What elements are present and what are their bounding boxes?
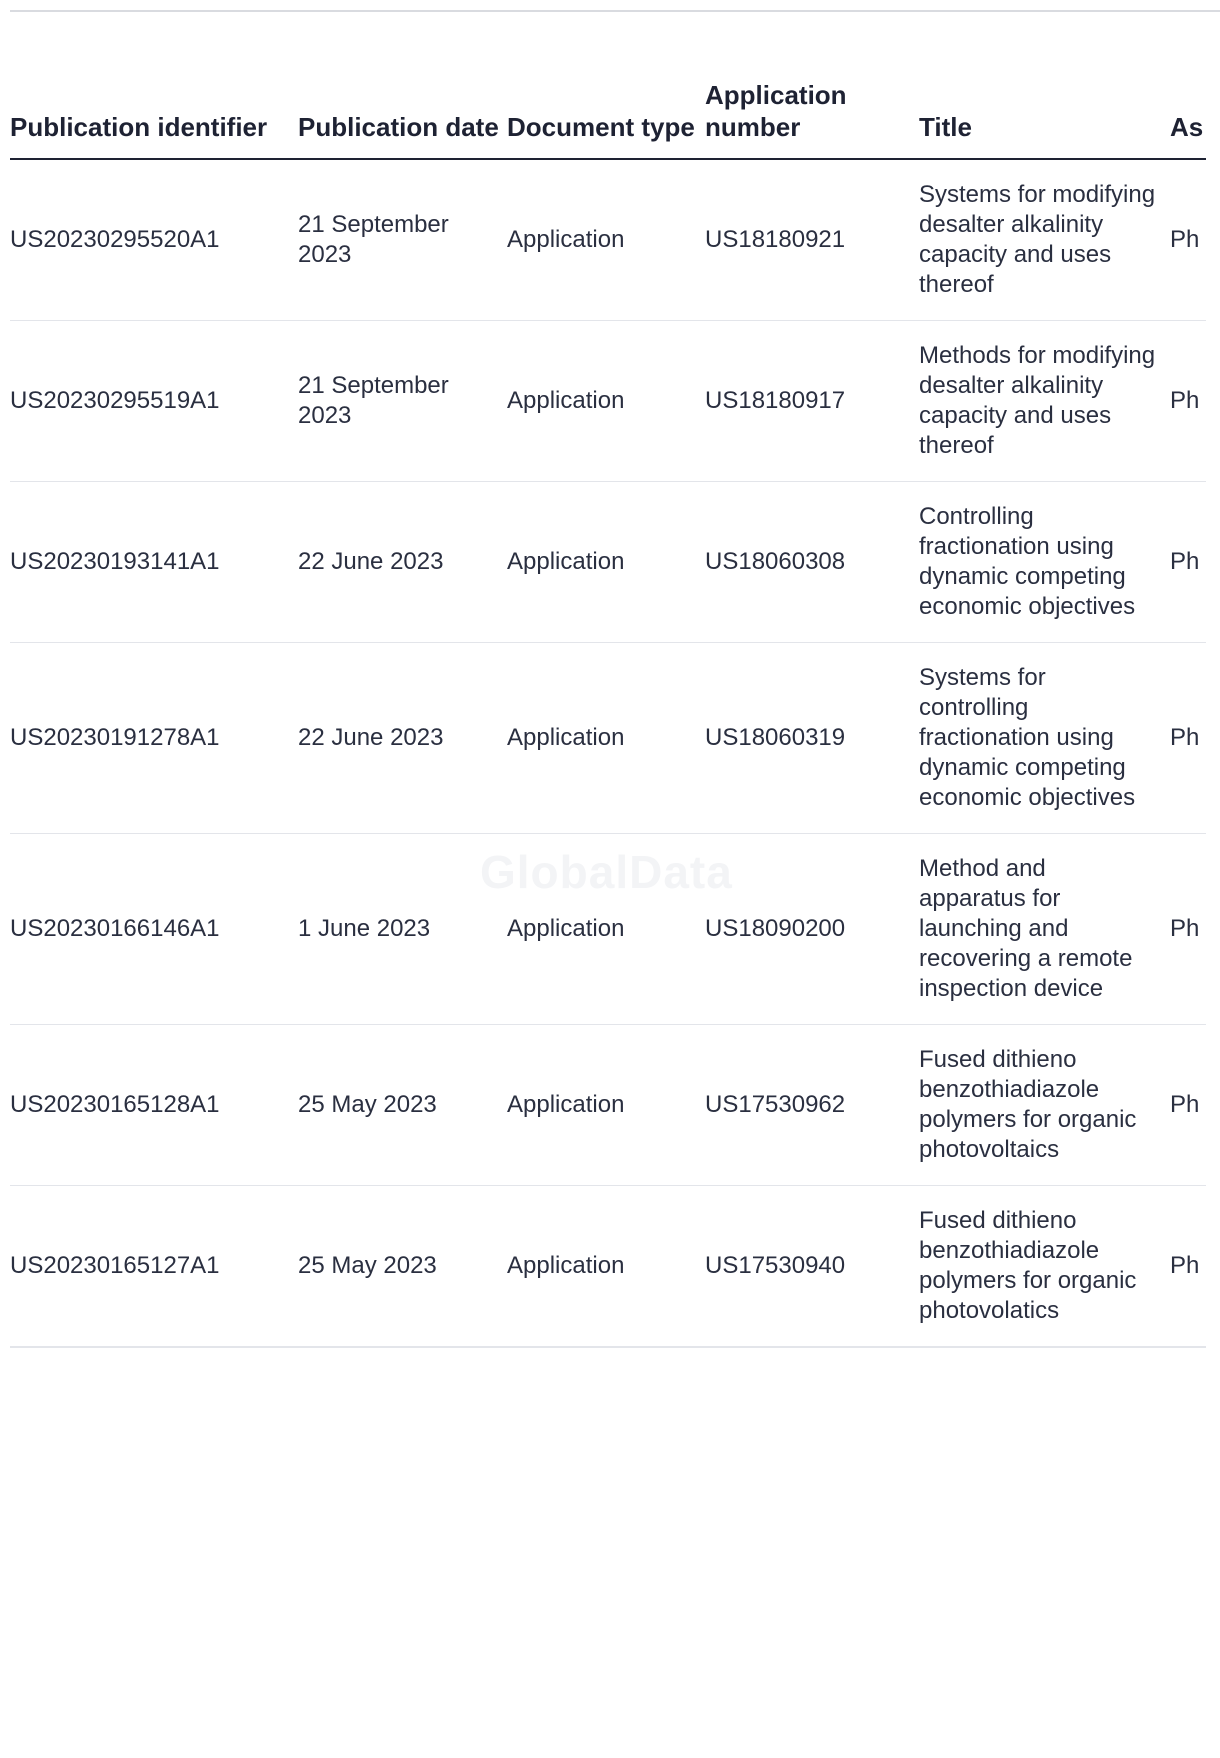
application-number-cell: US18060308 xyxy=(705,482,919,643)
header-assignee: As xyxy=(1170,65,1206,159)
header-document-type: Document type xyxy=(507,65,705,159)
header-publication-identifier: Publication identifier xyxy=(10,65,298,159)
publication-identifier-cell: US20230165127A1 xyxy=(10,1186,298,1348)
table-header xyxy=(10,65,1206,159)
table-body xyxy=(10,159,1206,1347)
publication-identifier-cell: US20230166146A1 xyxy=(10,834,298,1025)
publication-identifier-cell: US20230295519A1 xyxy=(10,321,298,482)
publication-identifier-cell: US20230295520A1 xyxy=(10,159,298,321)
table-row xyxy=(10,159,1206,321)
header-row xyxy=(10,65,1206,159)
publication-date-cell: 25 May 2023 xyxy=(298,1186,507,1348)
publication-date-cell: 21 September 2023 xyxy=(298,159,507,321)
assignee-cell: Ph xyxy=(1170,643,1206,834)
document-type-cell: Application xyxy=(507,482,705,643)
title-cell: Controlling fractionation using dynamic competing economic objectives xyxy=(919,482,1170,643)
document-type-cell: Application xyxy=(507,643,705,834)
publication-date-cell: 22 June 2023 xyxy=(298,643,507,834)
publication-date-cell: 22 June 2023 xyxy=(298,482,507,643)
publication-date-cell: 1 June 2023 xyxy=(298,834,507,1025)
application-number-cell: US18060319 xyxy=(705,643,919,834)
title-cell: Fused dithieno benzothiadiazole polymers for organic photovoltaics xyxy=(919,1025,1170,1186)
publication-identifier-cell: US20230165128A1 xyxy=(10,1025,298,1186)
document-type-cell: Application xyxy=(507,1025,705,1186)
assignee-cell: Ph xyxy=(1170,159,1206,321)
application-number-cell: US17530940 xyxy=(705,1186,919,1348)
application-number-cell: US18090200 xyxy=(705,834,919,1025)
publication-identifier-cell: US20230193141A1 xyxy=(10,482,298,643)
assignee-cell: Ph xyxy=(1170,1025,1206,1186)
title-cell: Method and apparatus for launching and recovering a remote inspection device xyxy=(919,834,1170,1025)
document-type-cell: Application xyxy=(507,1186,705,1348)
publication-date-cell: 21 September 2023 xyxy=(298,321,507,482)
header-publication-date: Publication date xyxy=(298,65,507,159)
application-number-cell: US17530962 xyxy=(705,1025,919,1186)
title-cell: Systems for controlling fractionation using dynamic competing economic objectives xyxy=(919,643,1170,834)
assignee-cell: Ph xyxy=(1170,321,1206,482)
patents-table-viewport[interactable] xyxy=(10,0,1206,1758)
title-cell: Methods for modifying desalter alkalinity capacity and uses thereof xyxy=(919,321,1170,482)
title-cell: Systems for modifying desalter alkalinity capacity and uses thereof xyxy=(919,159,1170,321)
application-number-cell: US18180917 xyxy=(705,321,919,482)
publication-date-cell: 25 May 2023 xyxy=(298,1025,507,1186)
header-application-number: Application number xyxy=(705,65,919,159)
table-row xyxy=(10,321,1206,482)
patents-table xyxy=(10,65,1206,1348)
header-title: Title xyxy=(919,65,1170,159)
publication-identifier-cell: US20230191278A1 xyxy=(10,643,298,834)
document-type-cell: Application xyxy=(507,834,705,1025)
assignee-cell: Ph xyxy=(1170,482,1206,643)
watermark: GlobalData xyxy=(480,846,733,898)
table-row xyxy=(10,643,1206,834)
table-row xyxy=(10,1025,1206,1186)
document-type-cell: Application xyxy=(507,321,705,482)
table-row xyxy=(10,1186,1206,1348)
table-row xyxy=(10,834,1206,1025)
assignee-cell: Ph xyxy=(1170,1186,1206,1348)
title-cell: Fused dithieno benzothiadiazole polymers for organic photovolatics xyxy=(919,1186,1170,1348)
document-type-cell: Application xyxy=(507,159,705,321)
table-row xyxy=(10,482,1206,643)
assignee-cell: Ph xyxy=(1170,834,1206,1025)
application-number-cell: US18180921 xyxy=(705,159,919,321)
